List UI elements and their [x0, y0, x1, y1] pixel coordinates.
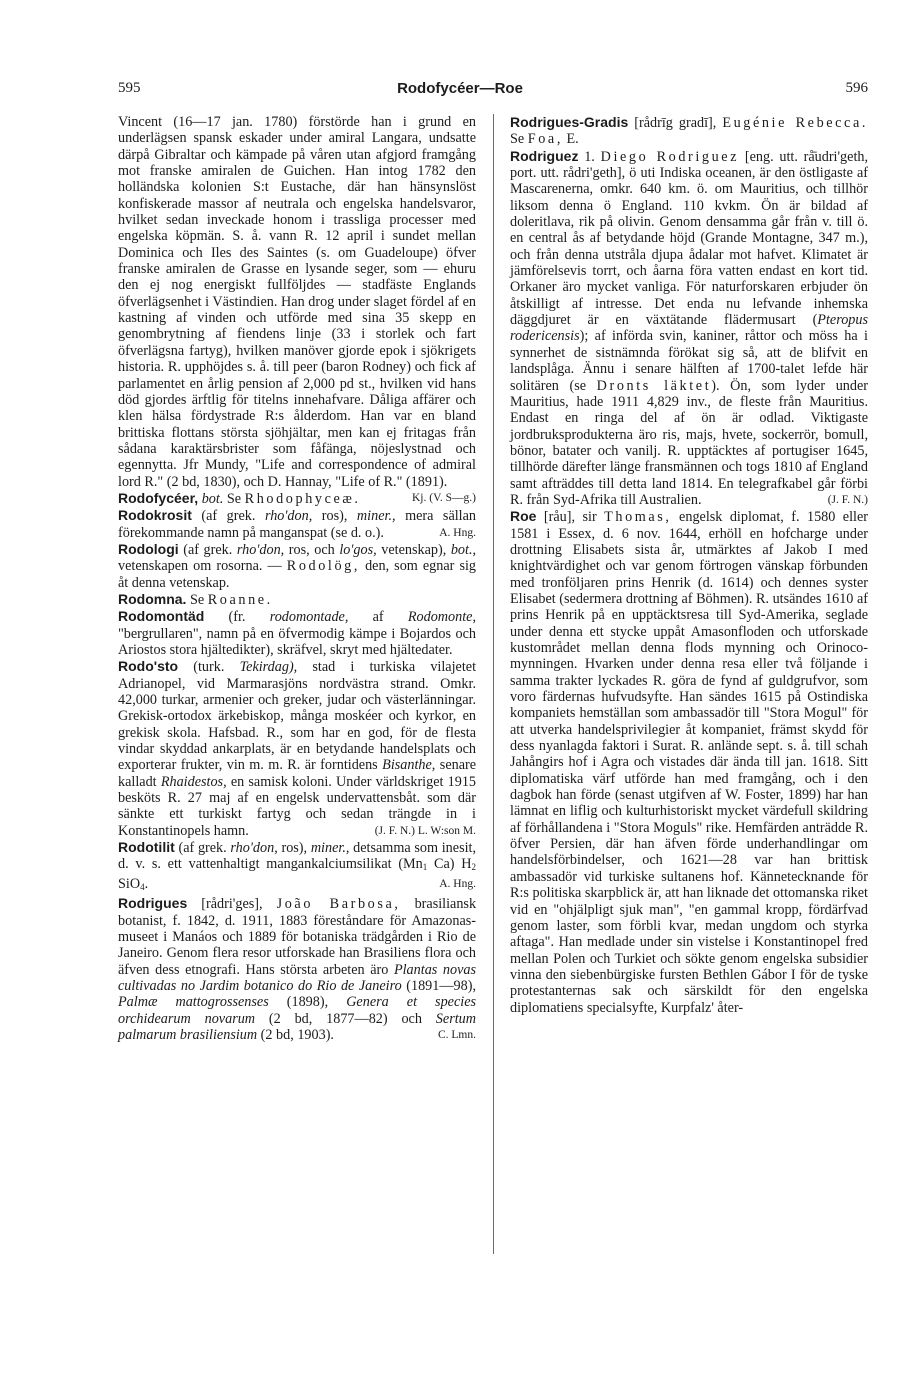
right-column — [510, 114, 868, 1016]
left-column — [118, 114, 476, 1043]
entry-rodologi: Rodologi (af grek. rho'don, ros, och lo'gos, vetenskap), bot., vetenskapen om rosorna. — Rodolög, den, som egnar sig åt denna vetenskap. — [118, 540, 477, 591]
headword: Rodomontäd — [118, 608, 205, 625]
headword: Rodokrosit — [118, 507, 192, 524]
entry-rodney-continued: Vincent (16—17 jan. 1780) förstörde han i grund en underlägsen spansk eskader under amiral Langara, undsatte därpå Gibraltar och kämpade på våren utan afgjord framgång mot franske amiralen de Guichen. Han intog 1782 den holländska kolonien S:t Eustache, där han hänsynslöst konfiskerade massor af neutrala och engelska handelsvaror, hvilket sedan inveckade honom i trassliga processer med engelska köpmän. S. å. vann R. 12 april i sundet mellan Dominica och Iles des Saintes (s. om Guadeloupe) öfver franske amiralen de Grasse en lysande seger, som — ehuru den ej nog energiskt fullföljdes — stadfäste Englands öfverlägsenhet i Västindien. Han drog under slaget fördel af en kastning af vinden och utförde med sina 35 skepp en genombrytning af fiendens linje (33 i storlek och fart öfverlägsna fartyg), hvilken manöver gjorde epok i sjökrigets historia. R. upphöjdes s. å. till peer (baron Rodney) och fick af parlamentet en årlig pension af 2,000 pd st., hvilken vid hans död gjordes ärftlig för titelns innehafvare. Dåliga affärer och klen hälsa fördystrade R:s ålderdom. Han var en bland brittiska flottans största sjöhjältar, men kan ej fritagas från sådana karaktärsbrister som fåfänga, nöjeslystnad och egennytta. Jfr Mundy, "Life and correspondence of admiral lord R." (2 bd, 1830), och D. Hannay, "Life of R." (1891). Kj. (V. S—g.) — [118, 114, 476, 490]
headword: Rodotilit — [118, 839, 175, 856]
entry-rodomna: Rodomna. Se Roanne. — [118, 590, 273, 608]
author-signature: Kj. (V. S—g.) — [411, 491, 476, 504]
left-page-number: 595 — [118, 80, 141, 96]
entry-rodriguez: Rodriguez 1. Diego Rodriguez [eng. utt. rå̄udri'geth, port. utt. rådri'geth], ö uti Indiska oceanen, är den östligaste af Mascarenerna, omkr. 640 km. ö. om Mauritius, och tillhör liksom denna ö England. 110 kvkm. Ön är bildad af doleritlava, rik på olivin. Genom densamma går från v. till ö. en central ås af betydande höjd (Grande Montagne, 347 m.), och från denna utstråla djupa ådalar mot hafvet. Klimatet är jämförelsevis torrt, och åarna föra vatten endast en kort tid. Orkaner äro mycket vanliga. För naturforskaren erbjuder ön åtskilligt af intresse. Det enda nu lefvande inhemska däggdjuret är en växtätande flädermusart (Pteropus rodericensis); af införda svin, kaniner, råttor och möss ha i synnerhet de sistnämnda förökat sig så, att de blifvit en landsplåga. Ännu i senare hälften af 1700-talet lefde här solitären (se Dronts läktet). Ön, som lyder under Mauritius, hade 1911 4,829 inv., de fleste från Mauritius. Endast en ringa del af ön är odlad. Viktigaste jordbruksprodukterna äro ris, majs, hvete, sockerrör, bomull, bönor, batater och vanilj. R. upptäcktes af portugiser 1645, tillhörde därefter länge fransmännen och togs 1810 af England samt afträddes till detta land 1814. En telegrafkabel går förbi R. från Syd-Afrika till Australien. (J. F. N.) — [510, 147, 869, 508]
headword: Rodrigues — [118, 895, 188, 912]
entry-rodrigues-gradis: Rodrigues-Gradis [rådrīg gradī], Eugénie Rebecca. Se Foa, E. — [510, 114, 868, 148]
headword: Roe — [510, 508, 537, 525]
entry-rodokrosit: Rodokrosit (af grek. rho'don, ros), miner., mera sällan förekommande namn på manganspat (se d. o.). A. Hng. — [118, 507, 477, 541]
entry-rodrigues: Rodrigues [rådri'ges], João Barbosa, brasiliansk botanist, f. 1842, d. 1911, 1883 föreståndare för Amazonas-museet i Manáos och 1889 för botaniska trädgården i Rio de Janeiro. Genom flera resor utforskade han Brasiliens flora och äfven dess etnografi. Hans största arbeten äro Plantas novas cultivadas no Jardim botanico do Rio de Janeiro (1891—98), Palmæ mattogrossenses (1898), Genera et species orchidearum novarum (2 bd, 1877—82) och Sertum palmarum brasiliensium (2 bd, 1903). C. Lmn. — [118, 895, 477, 1043]
entry-rodofyceer: Rodofycéer, bot. Se Rhodophyceæ. — [118, 489, 361, 507]
author-signature: C. Lmn. — [437, 1028, 476, 1041]
headword: Rodrigues-Gradis — [510, 114, 629, 130]
headword: Rodomna. — [118, 590, 187, 607]
headword: Rodologi — [118, 540, 179, 557]
author-signature: A. Hng. — [439, 526, 476, 539]
entry-roe: Roe [råu], sir Thomas, engelsk diplomat, f. 1580 eller 1581 i Essex, d. 6 nov. 1644, erhöll en hofcharge under drottning Elisabets sista år, utmärktes af Jakob I med knightvärdighet och var genom förtrogen vänskap förbunden med tronföljaren prins Henrik (d. 1614) och dennes syster Elisabet (sedermera drottning af Böhmen). R. utsändes 1610 af prins Henrik på en upptäcktsresa till Syd-Amerika, seglade under denna ett stycke uppåt Amasonfloden och utforskade kustområdet mellan denna flods mynning och Orinoco-mynningen. Hvarken under denna resa eller två följande i samma trakter lyckades R. göra de fynd af guldgrufvor, som voro färdernas hufvudsyfte. Han sändes 1615 på Ostindiska kompaniets hemställan som ambassadör till "Stora Mogul" för att utverka handelsprivilegier åt kompaniet, främst skydd för dess nyanlagda faktori i Surat. R. anlände sept. s. å. till schah Jahångirs hof i Agra och vistades där ända till jan. 1618. Sitt diplomatiska värf utförde han med framgång, och i den dagbok han förde (senast utgifven af W. Foster, 1899) har han lämnat en liflig och kulturhistoriskt mycket värdefull skildring af förhållandena i "Stora Moguls" rike. Hemfärden anträdde R. öfver Persien, där han äfven förde underhandlingar om handelsförbindelser, och 1621—28 var han brittisk ambassadör vid turkiske sultanens hof. Kännetecknande för R:s politiska skarpblick är, att han liknade det ottomanska riket vid en "ohjälpligt sjuk man", "en gammal kropp, fördärfvad genom laster, som förbli kvar, medan ungdom och styrka aftaga". Han medlade under sin vistelse i Konstantinopel fred mellan Polen och Turkiet och sökte genom engelska subsidier vinna den siebenbürgiske fursten Bethlen Gábor I för de tyske protestanternas sak och särskildt för den engelska diplomatiens specialsyfte, Kurpfalz' åter- — [510, 508, 869, 1016]
author-signature: (J. F. N.) — [827, 493, 868, 506]
headword: Rodo'sto — [118, 658, 179, 675]
right-page-number: 596 — [845, 80, 868, 96]
entry-rodotilit: Rodotilit (af grek. rho'don, ros), miner., detsamma som inesit, d. v. s. ett vattenhaltigt mangankalciumsilikat ($Mn_1$ Ca) $H_2$ SiO$_4$. A. Hng. — [118, 839, 477, 892]
headword: Rodriguez — [510, 147, 579, 164]
column-divider — [493, 114, 494, 1254]
entry-rodomontad: Rodomontäd (fr. rodomontade, af Rodomonte, "bergrullaren", namn på en öfvermodig kämpe i Bojardos och Ariostos stora hjältedikter), skräfvel, skryt med hjältedater. — [118, 608, 477, 658]
running-head: Rodofycéer—Roe — [397, 80, 523, 97]
author-signature: A. Hng. — [439, 877, 476, 890]
author-signature: (J. F. N.) L. W:son M. — [374, 824, 476, 837]
headword: Rodofycéer, — [118, 489, 199, 506]
entry-rodosto: Rodo'sto (turk. Tekirdag), stad i turkiska vilajetet Adrianopel, vid Marmarasjöns nordvästra strand. Omkr. 42,000 turkar, armenier och greker, judar och västerlänningar. Grekisk-ortodox ärkebiskop, många moskéer och kyrkor, en grekisk skola. Hafsbad. R., som har en god, för de flesta vindar skyddad ankarplats, är en betydande handelsplats och exporterar frukter, vin m. m. R. är forntidens Bisanthe, senare kalladt Rhaidestos, en samisk koloni. Under världskriget 1915 besköts R. 27 maj af en engelsk undervattensbåt. som där sänkte ett turkiskt fartyg och sedan trängde in i Konstantinopels hamn. (J. F. N.) L. W:son M. — [118, 658, 477, 839]
